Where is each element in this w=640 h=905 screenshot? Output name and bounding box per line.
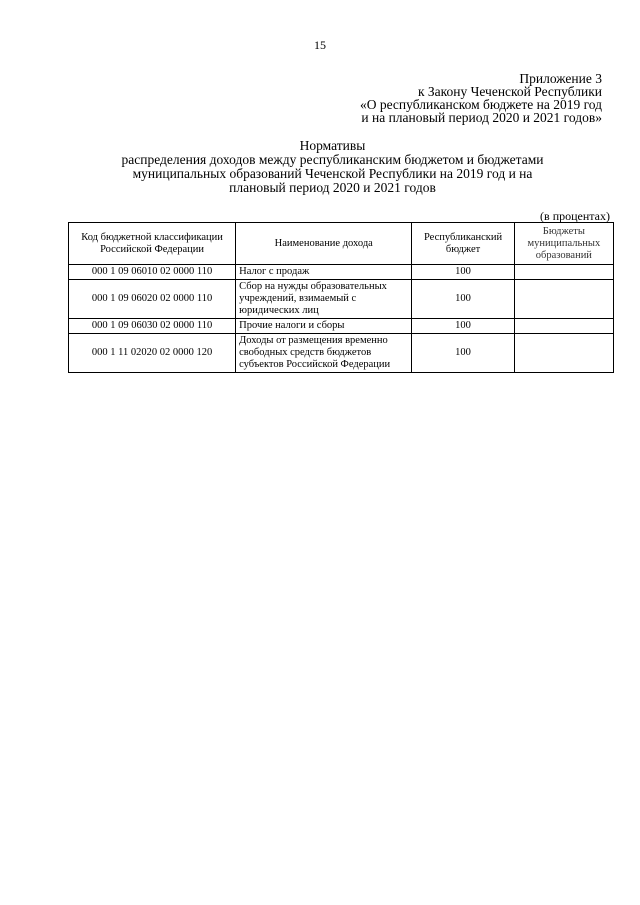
document-title [60,139,605,195]
row-name: Доходы от размещения временно свободных средств бюджетов субъектов Российской Федерации [236,334,412,373]
row-code: 000 1 09 06030 02 0000 110 [69,319,236,334]
table-header-row [69,223,614,265]
header-code: Код бюджетной классификации Российской Федерации [69,223,236,265]
row-republic: 100 [412,280,514,319]
title-line-3: муниципальных образований Чеченской Республики на 2019 год и на [132,166,533,181]
row-municipal [514,319,613,334]
page-number: 15 [314,38,326,52]
units-note: (в процентах) [540,209,610,223]
appendix-line-1: Приложение 3 [519,71,602,86]
revenue-distribution-table [68,222,614,373]
row-republic: 100 [412,319,514,334]
row-municipal [514,334,613,373]
table-row [69,319,614,334]
row-name: Прочие налоги и сборы [236,319,412,334]
row-municipal [514,280,613,319]
row-name: Налог с продаж [236,265,412,280]
appendix-line-3: «О республиканском бюджете на 2019 год [359,97,602,112]
row-code: 000 1 11 02020 02 0000 120 [69,334,236,373]
table-row [69,280,614,319]
title-line-2: распределения доходов между республиканским бюджетом и бюджетами [121,152,544,167]
header-name: Наименование дохода [236,223,412,265]
row-republic: 100 [412,334,514,373]
table-row [69,334,614,373]
title-line-4: плановый период 2020 и 2021 годов [229,180,436,195]
row-code: 000 1 09 06010 02 0000 110 [69,265,236,280]
row-code: 000 1 09 06020 02 0000 110 [69,280,236,319]
row-municipal [514,265,613,280]
appendix-line-4: и на плановый период 2020 и 2021 годов» [361,110,602,125]
title-line-1: Нормативы [299,138,366,153]
appendix-line-2: к Закону Чеченской Республики [417,84,602,99]
row-republic: 100 [412,265,514,280]
table-row [69,265,614,280]
appendix-header [182,72,602,124]
header-republic: Республиканский бюджет [412,223,514,265]
header-municipal: Бюджеты муниципальных образований [514,223,613,265]
row-name: Сбор на нужды образовательных учреждений, взимаемый с юридических лиц [236,280,412,319]
